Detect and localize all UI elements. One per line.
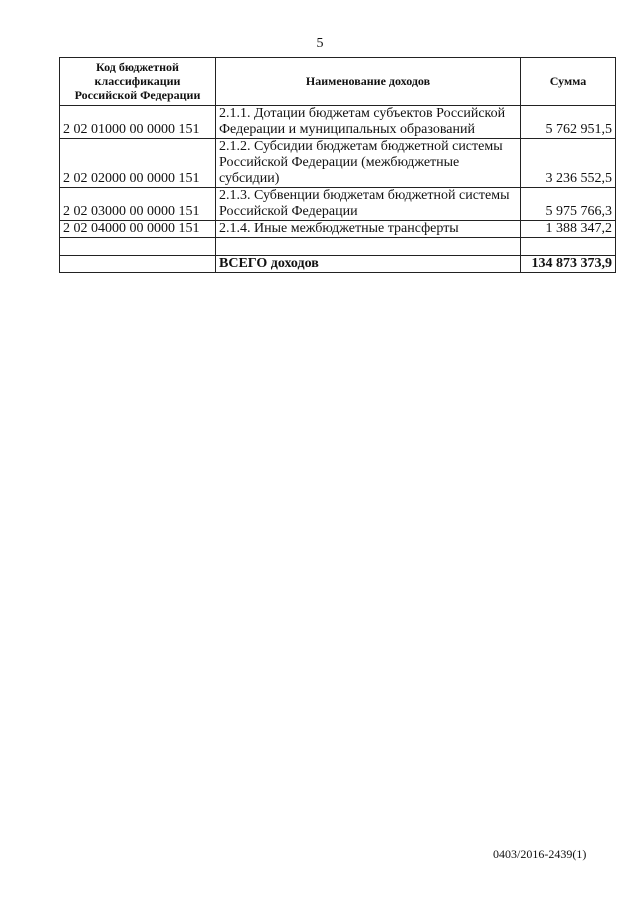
revenue-table (59, 57, 616, 273)
total-label: ВСЕГО доходов (216, 256, 521, 273)
row-amount: 1 388 347,2 (521, 221, 616, 238)
table-row (60, 106, 616, 139)
table-header-row (60, 58, 616, 106)
header-code: Код бюджетной классификации Российской Федерации (60, 58, 216, 106)
row-code: 2 02 03000 00 0000 151 (60, 188, 216, 221)
total-amount: 134 873 373,9 (521, 256, 616, 273)
empty-cell (216, 238, 521, 256)
document-number: 0403/2016-2439(1) (493, 847, 587, 861)
row-name: 2.1.1. Дотации бюджетам субъектов Российской Федерации и муниципальных образований (216, 106, 521, 139)
row-code: 2 02 01000 00 0000 151 (60, 106, 216, 139)
table-row (60, 221, 616, 238)
row-amount: 5 975 766,3 (521, 188, 616, 221)
table-row (60, 188, 616, 221)
page-number: 5 (316, 36, 324, 51)
row-name: 2.1.3. Субвенции бюджетам бюджетной системы Российской Федерации (216, 188, 521, 221)
row-code: 2 02 02000 00 0000 151 (60, 139, 216, 188)
empty-cell (60, 238, 216, 256)
table-row (60, 139, 616, 188)
total-row (60, 256, 616, 273)
row-code: 2 02 04000 00 0000 151 (60, 221, 216, 238)
empty-row (60, 238, 616, 256)
row-name: 2.1.4. Иные межбюджетные трансферты (216, 221, 521, 238)
row-amount: 5 762 951,5 (521, 106, 616, 139)
header-amount: Сумма (521, 58, 616, 106)
total-code-cell (60, 256, 216, 273)
header-name: Наименование доходов (216, 58, 521, 106)
empty-cell (521, 238, 616, 256)
row-amount: 3 236 552,5 (521, 139, 616, 188)
row-name: 2.1.2. Субсидии бюджетам бюджетной системы Российской Федерации (межбюджетные субсидии) (216, 139, 521, 188)
